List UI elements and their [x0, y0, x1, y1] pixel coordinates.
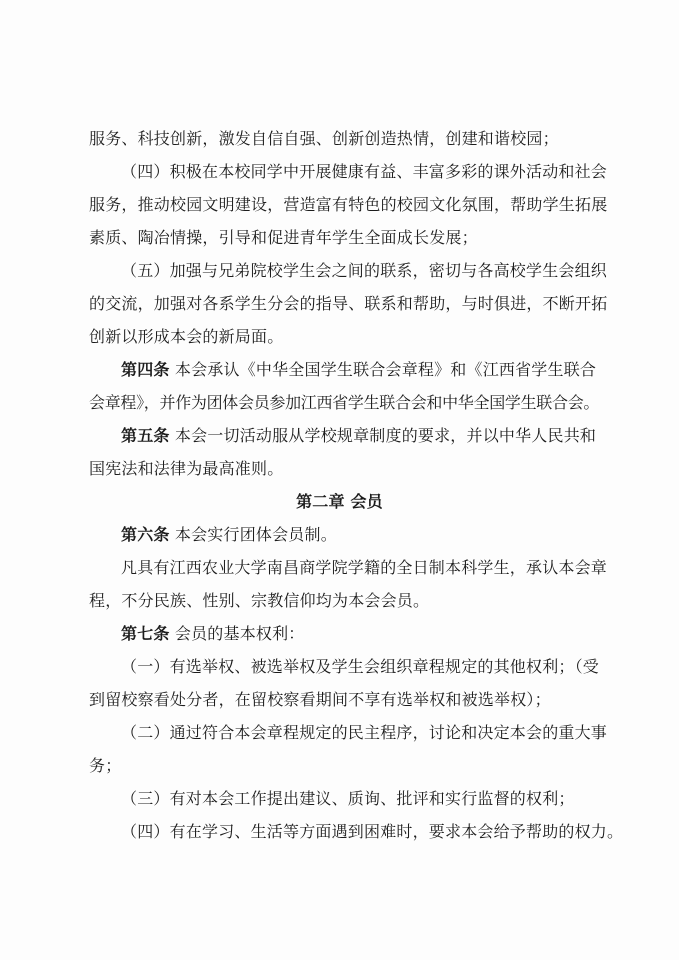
- paragraph-line: （五）加强与兄弟院校学生会之间的联系，密切与各高校学生会组织: [121, 261, 608, 280]
- article-text: 会员的基本权利：: [174, 624, 305, 643]
- paragraph-line: 素质、陶冶情操，引导和促进青年学生全面成长发展；: [89, 228, 478, 247]
- paragraph-line: 程，不分民族、性别、宗教信仰均为本会会员。: [89, 591, 430, 610]
- paragraph-line: （二）通过符合本会章程规定的民主程序，讨论和决定本会的重大事: [121, 723, 608, 742]
- article-label: 第四条: [121, 360, 170, 379]
- paragraph-line: 会章程》，并作为团体会员参加江西省学生联合会和中华全国学生联合会。: [89, 393, 600, 412]
- article-text: 本会一切活动服从学校规章制度的要求，并以中华人民共和: [174, 426, 597, 445]
- article-6-line: [121, 525, 337, 545]
- article-label: 第五条: [121, 426, 170, 445]
- article-label: 第七条: [121, 624, 170, 643]
- paragraph-line: 服务，推动校园文明建设，营造富有特色的校园文化氛围，帮助学生拓展: [89, 195, 608, 214]
- article-text: 本会承认《中华全国学生联合会章程》和《江西省学生联合: [174, 360, 597, 379]
- paragraph-line: 务；: [89, 756, 122, 775]
- article-5-line: [121, 426, 596, 446]
- article-7-line: [121, 624, 305, 644]
- article-text: 本会实行团体会员制。: [174, 525, 337, 544]
- paragraph-line: （四）积极在本校同学中开展健康有益、丰富多彩的课外活动和社会: [121, 162, 608, 181]
- paragraph-line: （三）有对本会工作提出建议、质询、批评和实行监督的权利；: [121, 789, 575, 808]
- paragraph-line: 服务、科技创新，激发自信自强、创新创造热情，创建和谐校园；: [89, 129, 559, 148]
- paragraph-line: 创新以形成本会的新局面。: [89, 327, 284, 346]
- chapter-heading: 第二章 会员: [296, 492, 383, 511]
- article-label: 第六条: [121, 525, 170, 544]
- paragraph-line: 到留校察看处分者，在留校察看期间不享有选举权和被选举权）；: [89, 690, 551, 709]
- paragraph-line: 国宪法和法律为最高准则。: [89, 459, 284, 478]
- paragraph-line: 凡具有江西农业大学南昌商学院学籍的全日制本科学生，承认本会章: [121, 558, 608, 577]
- paragraph-line: （四）有在学习、生活等方面遇到困难时，要求本会给予帮助的权力。: [121, 822, 624, 841]
- paragraph-line: 的交流，加强对各系学生分会的指导、联系和帮助，与时俱进，不断开拓: [89, 294, 608, 313]
- article-4-line: [121, 360, 596, 380]
- paragraph-line: （一）有选举权、被选举权及学生会组织章程规定的其他权利；（受: [121, 657, 600, 676]
